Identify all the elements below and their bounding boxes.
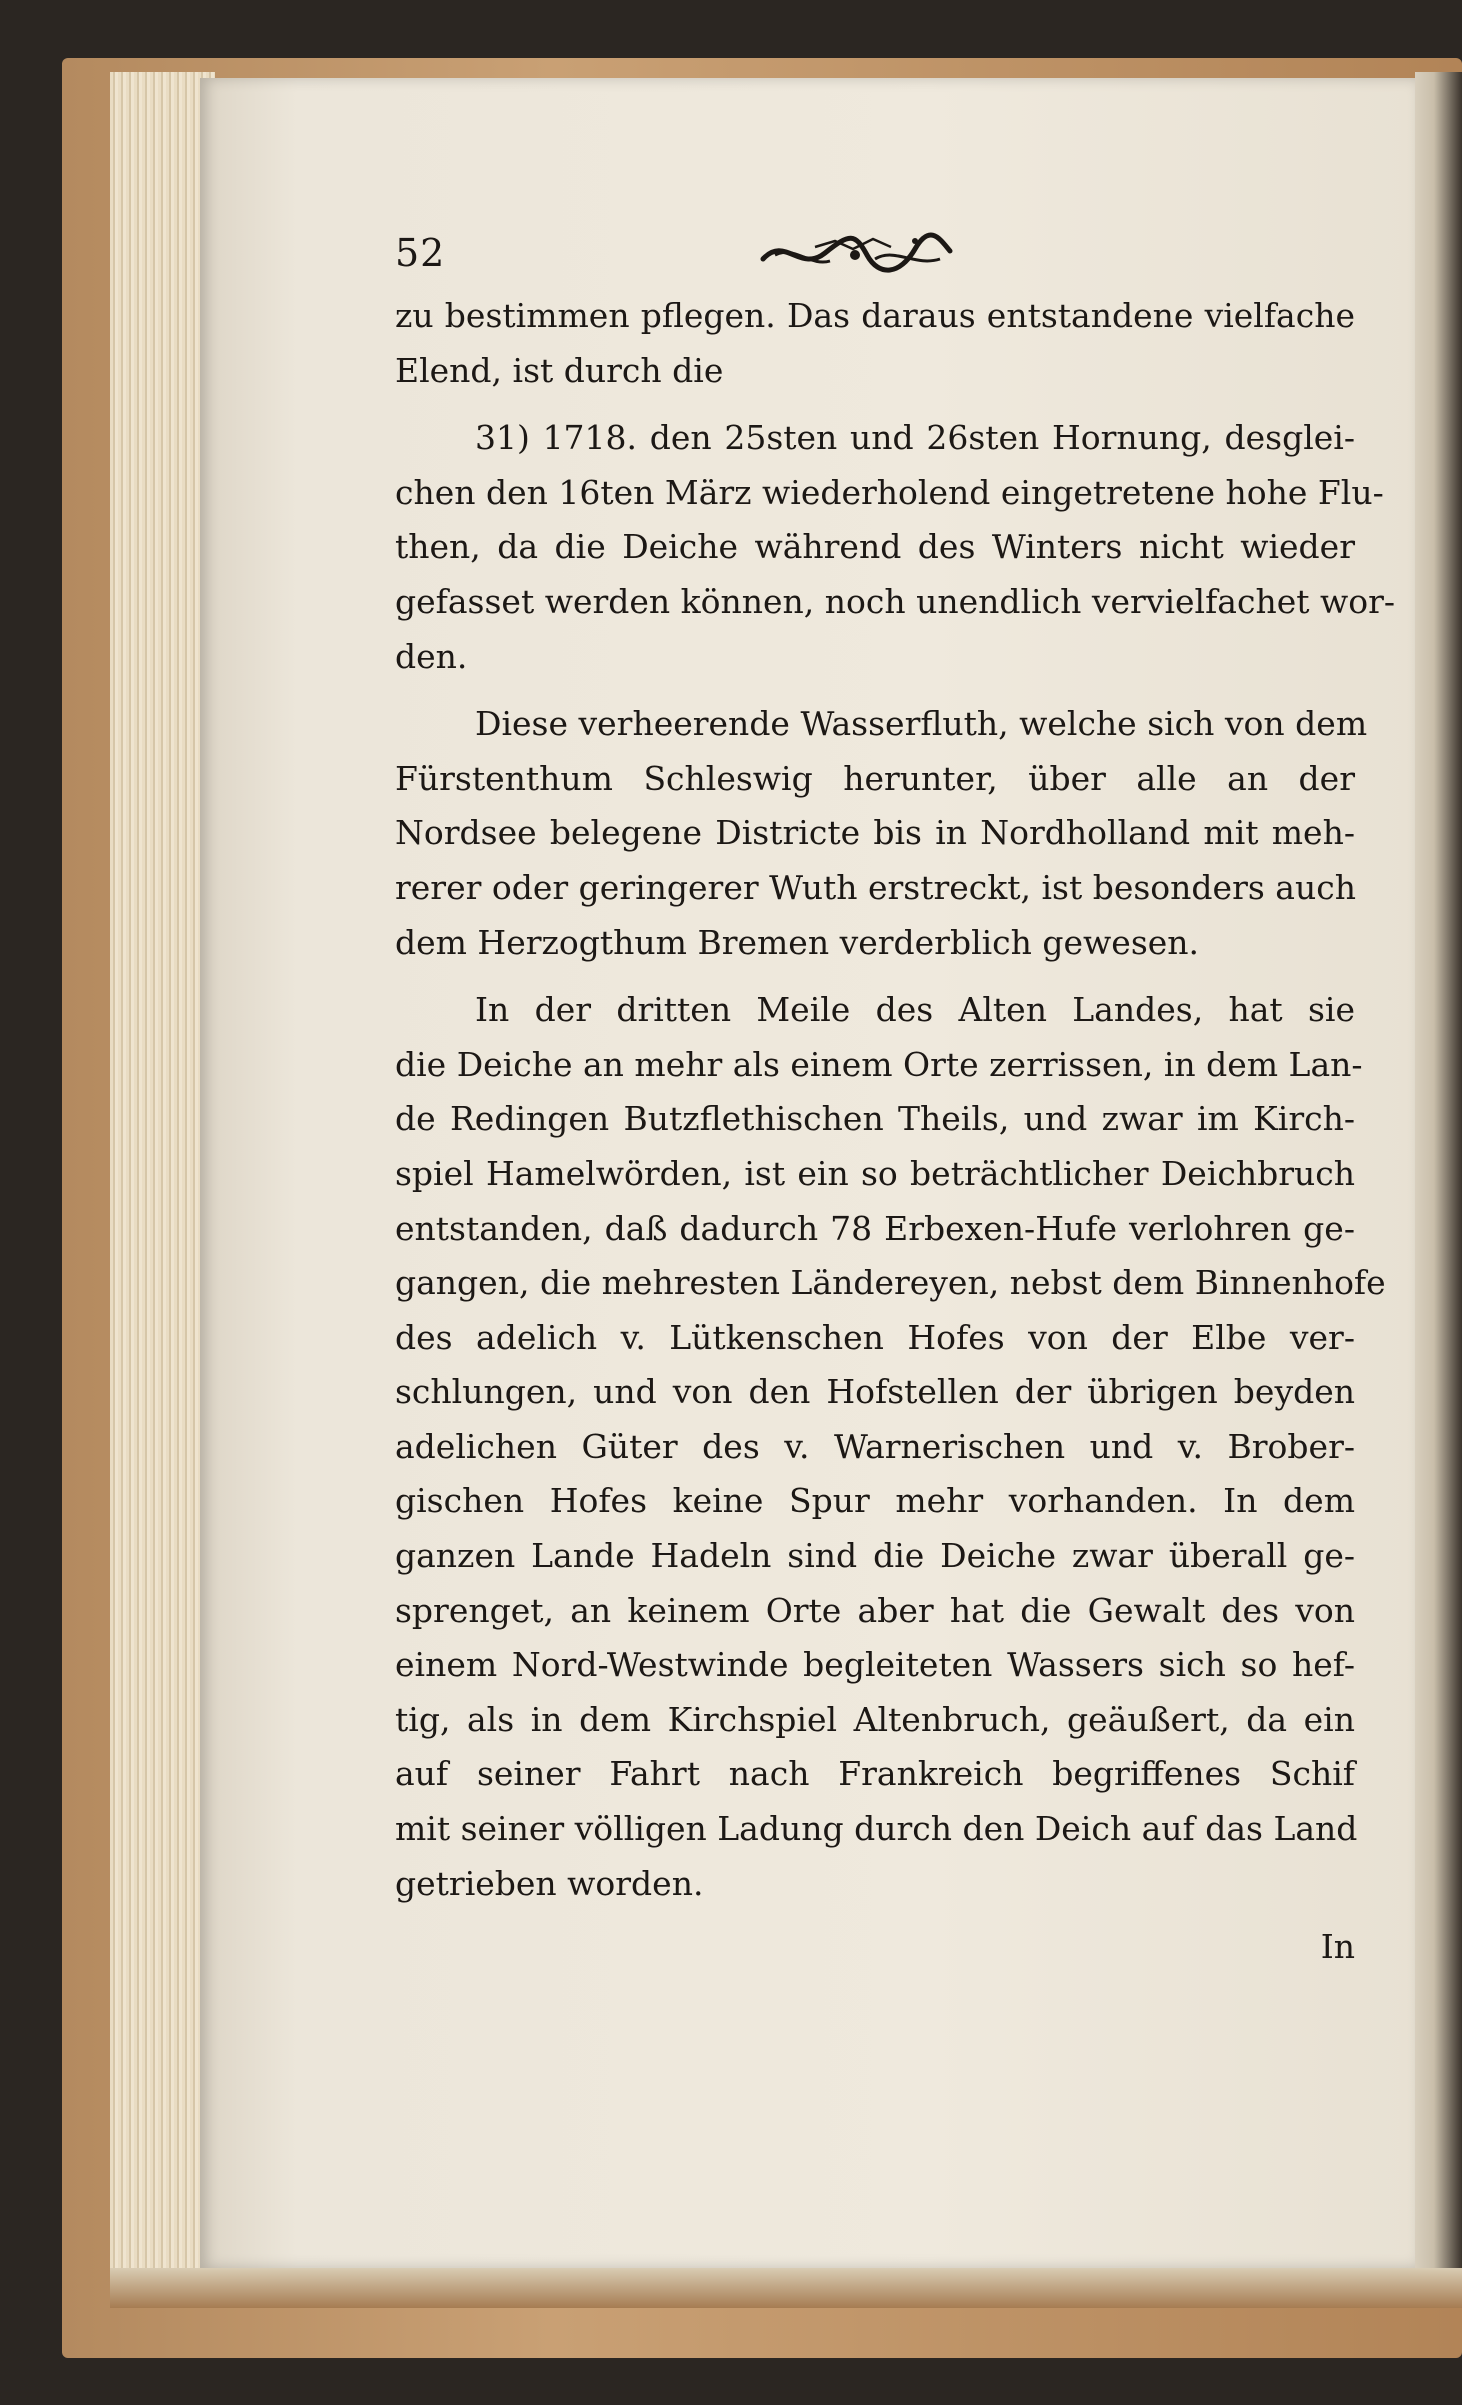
text-line: de Redingen Butzflethischen Theils, und zwar im Kirch- xyxy=(395,1099,1355,1139)
text-line: auf seiner Fahrt nach Frankreich begriffenes Schif xyxy=(395,1754,1355,1794)
paragraph xyxy=(395,697,1368,970)
text-line: adelichen Güter des v. Warnerischen und v. Brober- xyxy=(395,1426,1355,1466)
text-line: schlungen, und von den Hofstellen der übrigen beyden xyxy=(395,1372,1355,1412)
text-line: entstanden, daß dadurch 78 Erbexen-Hufe verlohren ge- xyxy=(395,1208,1355,1248)
text-line: Diese verheerende Wasserfluth, welche sich von dem xyxy=(475,704,1368,744)
text-line: Nordsee belegene Districte bis in Nordholland mit meh- xyxy=(395,813,1355,853)
text-line: mit seiner völligen Ladung durch den Deich auf das Land xyxy=(395,1809,1358,1849)
text-line: rerer oder geringerer Wuth erstreckt, ist besonders auch xyxy=(395,867,1356,907)
text-line: In der dritten Meile des Alten Landes, hat sie xyxy=(475,990,1355,1030)
paragraph-gap xyxy=(395,398,1355,411)
text-line: einem Nord-Westwinde begleiteten Wassers sich so hef- xyxy=(395,1645,1355,1685)
text-line: des adelich v. Lütkenschen Hofes von der Elbe ver- xyxy=(395,1317,1355,1357)
text-line: Fürstenthum Schleswig herunter, über alle an der xyxy=(395,758,1355,798)
text-line: dem Herzogthum Bremen verderblich gewesen. xyxy=(395,922,1200,962)
page-header xyxy=(395,225,1355,289)
paragraph-gap xyxy=(395,684,1355,697)
catchword: In xyxy=(1320,1927,1355,1967)
text-line: spiel Hamelwörden, ist ein so beträchtlicher Deichbruch xyxy=(395,1153,1355,1193)
text-line: getrieben worden. xyxy=(395,1863,704,1903)
text-line: den. xyxy=(395,636,468,676)
text-line: sprenget, an keinem Orte aber hat die Gewalt des von xyxy=(395,1590,1355,1630)
paragraph xyxy=(395,983,1386,1911)
text-line: chen den 16ten März wiederholend eingetretene hohe Flu- xyxy=(395,472,1384,512)
text-line: ganzen Lande Hadeln sind die Deiche zwar überall ge- xyxy=(395,1536,1355,1576)
text-line: die Deiche an mehr als einem Orte zerrissen, in dem Lan- xyxy=(395,1044,1363,1084)
facing-page-edge xyxy=(1415,72,1462,2282)
text-line: Elend, ist durch die xyxy=(395,350,724,390)
text-line: gischen Hofes keine Spur mehr vorhanden. In dem xyxy=(395,1481,1355,1521)
book-bottom-edge xyxy=(110,2268,1462,2308)
text-line: 31) 1718. den 25sten und 26sten Hornung, desglei- xyxy=(475,418,1355,458)
text-line: tig, als in dem Kirchspiel Altenbruch, geäußert, da ein xyxy=(395,1699,1355,1739)
page-content xyxy=(395,225,1396,1977)
paragraph xyxy=(395,411,1396,684)
text-line: gangen, die mehresten Ländereyen, nebst dem Binnenhofe xyxy=(395,1263,1386,1303)
paragraph xyxy=(395,289,1355,398)
paragraph-gap xyxy=(395,970,1355,983)
text-body xyxy=(395,289,1396,1911)
text-line: zu bestimmen pflegen. Das daraus entstandene vielfache xyxy=(395,296,1355,335)
text-line: then, da die Deiche während des Winters nicht wieder xyxy=(395,527,1355,567)
text-line: gefasset werden können, noch unendlich vervielfachet wor- xyxy=(395,581,1396,621)
page-number: 52 xyxy=(395,231,446,275)
ornament-icon xyxy=(755,225,955,285)
